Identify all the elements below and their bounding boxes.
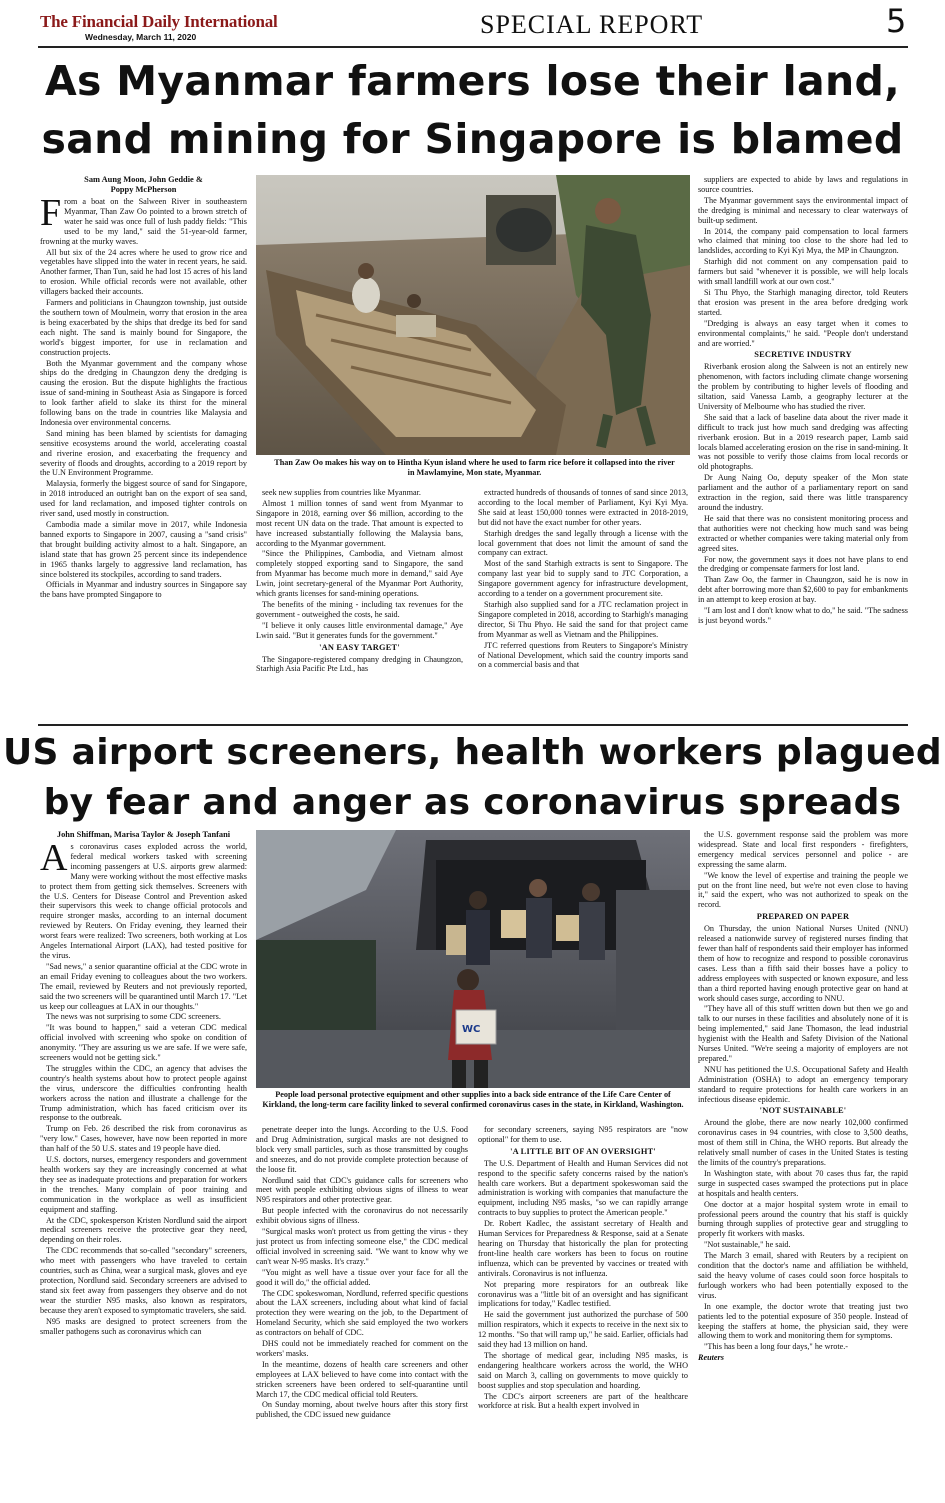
paragraph: On Sunday morning, about twelve hours after this story first published, the CDC issued new guidance <box>256 1400 468 1420</box>
paragraph: Sand mining has been blamed by scientists for damaging sensitive ecosystems around the world, accelerating coastal and riverine erosion, and exacerbating the frequency and severity of floods and droughts, according to a 2019 report by the U.N Environment Programme. <box>40 428 247 478</box>
story2-caption: People load personal protective equipment and other supplies into a back side entrance of the Life Care Center of Kirkland, the long-term care facility linked to several confirmed coronavirus cases in the state, in Kirkland, Washington. <box>262 1090 684 1109</box>
paragraph: In the meantime, dozens of health care screeners and other employees at LAX believed to have come into contact with the stricken screeners have been ordered to self-quarantine until March 17, the CDC medical official told Reuters. <box>256 1359 468 1399</box>
paragraph: Nordlund said that CDC's guidance calls for screeners who meet with people exhibiting obvious signs of illness to wear N95 respirators and other protective gear. <box>256 1175 468 1205</box>
paragraph: "I believe it only causes little environmental damage," Aye Lwin said. "But it generates funds for the government." <box>256 620 463 640</box>
paragraph: "It was bound to happen," said a veteran CDC medical official involved with screening who spoke on condition of anonymity. "They are assuring us we are safe. If we were safe, screeners would not be getting sick." <box>40 1023 247 1063</box>
paragraph: In 2014, the company paid compensation to local farmers who claimed that mining too close to the shore had led to landslides, according to Kyi Kyi Mya, the MP in Chaungzon. <box>698 226 908 256</box>
story1-column-4 <box>698 175 908 720</box>
paragraph: "Not sustainable," he said. <box>704 1240 791 1250</box>
story2-photo <box>256 830 690 1088</box>
paragraph: JTC referred questions from Reuters to Singapore's Ministry of National Development, which said the country imports sand on a commercial basis and that <box>478 640 688 670</box>
paragraph: The CDC's airport screeners are part of the healthcare workforce at risk. But a health expert involved in <box>478 1391 688 1411</box>
paragraph: The March 3 email, shared with Reuters by a recipient on condition that the doctor's name and affiliation be withheld, said the heavy volume of cases could soon force hospitals to furlough workers who had been potentially exposed to the virus. <box>698 1251 908 1300</box>
story1-subhead-secretive: SECRETIVE INDUSTRY <box>754 350 852 360</box>
paragraph: The CDC recommends that so-called "secondary" screeners, who meet with passengers who have traveled to certain countries, such as China, wear a surgical mask, gloves and eye protection, Nordlund said. Secondary screeners are advised to stand six feet away from passengers they observe and do not wear the sturdier N95 masks, also known as respirators, because they aren't exposed to symptomatic travelers, she said. <box>40 1246 247 1315</box>
story1-column-1 <box>40 175 247 715</box>
story2-column-1 <box>40 830 247 1498</box>
paragraph: the U.S. government response said the problem was more widespread. State and local first responders - firefighters, emergency medical services personnel and police - are expressing the same alarm. <box>698 830 908 869</box>
paragraph: Malaysia, formerly the biggest source of sand for Singapore, in 2018 introduced an outright ban on the export of sea sand, used for land reclamation, and imposed tighter controls on river sand, used mostly in construction. <box>40 479 247 519</box>
story1-headline-line2: sand mining for Singapore is blamed <box>41 115 904 163</box>
paragraph: suppliers are expected to abide by laws and regulations in source countries. <box>698 175 908 194</box>
story2-subhead-prepared: PREPARED ON PAPER <box>756 912 850 922</box>
paper-name: The Financial Daily International <box>40 12 278 31</box>
paragraph: "This has been a long four days," he wrote.- <box>704 1342 849 1352</box>
paragraph: Around the globe, there are now nearly 102,000 confirmed coronavirus cases in 94 countries, with close to 3,500 deaths, most of them still in China, the WHO reports. But already the relatively small number of cases in the United States is testing the limits of the country's preparations. <box>698 1118 908 1167</box>
story2-headline-line1: US airport screeners, health workers plagued <box>3 732 942 773</box>
story1-headline <box>0 52 945 168</box>
issue-date: Wednesday, March 11, 2020 <box>85 32 197 42</box>
paragraph: Almost 1 million tonnes of sand went from Myanmar to Singapore in 2018, earning over $6 million, according to the most recent UN data on the trade. That amount is expected to have increased substantially following the Malaysia bans, according to the Myanmar government. <box>256 498 463 548</box>
story2-headline <box>0 728 945 828</box>
paragraph: rom a boat on the Salween River in southeastern Myanmar, Than Zaw Oo pointed to a brown stretch of water he said was once full of lush paddy fields: "This used to be my land," said the 51-year-old farmer, frowning at the murky waves. <box>40 197 247 246</box>
story1-headline-line1: As Myanmar farmers lose their land, <box>44 57 900 105</box>
paragraph: "We know the level of expertise and training the people we put on the front line need, but we're not even close to having it," said the expert, who was not authorized to speak on the record. <box>698 870 908 910</box>
page-number: 5 <box>886 2 907 40</box>
paragraph: N95 masks are designed to protect screeners from the smaller pathogens such as coronavirus which can <box>40 1316 247 1336</box>
paragraph: In one example, the doctor wrote that treating just two patients led to the potential exposure of 350 people. Instead of keeping the staffers at home, the physician said, they were allowing them to work and monitoring them for symptoms. <box>698 1301 908 1341</box>
paragraph: "Dredging is always an easy target when it comes to environmental complaints," he said. "People don't understand and are worried." <box>698 318 908 348</box>
paragraph: extracted hundreds of thousands of tonnes of sand since 2013, according to the local member of Parliament, Kyi Kyi Mya. She said at least 150,000 tonnes were extracted in 2018-2019, but did not have the exact number for other years. <box>478 488 688 527</box>
masthead-rule <box>38 46 908 48</box>
paragraph: Cambodia made a similar move in 2017, while Indonesia banned exports to Singapore in 2007, causing a "sand crisis" that brought building activity almost to a halt. Singapore, an island state that has grown 25 percent since its independence in 1965 thanks largely to aggressive land reclamation, has since bolstered its stockpiles, according to sand traders. <box>40 520 247 579</box>
paragraph: s coronavirus cases exploded across the world, federal medical workers tasked with screening incoming passengers at U.S. airports grew alarmed: Many were working without the most effective masks to protect them from getting sick themselves. Screeners with the U.S. Centers for Disease Control and Prevention asked their supervisors this week to change official protocols and require stronger masks, according to an internal document reviewed by Reuters. On Friday evening, they learned their worst fears were realized: Two screeners, both working at Los Angeles International Airport (LAX), had tested positive for the virus. <box>40 842 247 960</box>
paragraph: Farmers and politicians in Chaungzon township, just outside the southern town of Moulmein, worry that erosion in the area is being exacerbated by the ships that dredge its bed for sand each night. The sand is mainly bound for Singapore, the world's biggest importer, for use in reclamation and construction projects. <box>40 298 247 357</box>
story1-subhead-easy-target: 'AN EASY TARGET' <box>319 642 400 652</box>
paragraph: Dr. Robert Kadlec, the assistant secretary of Health and Human Services for Preparedness & Response, said at a Senate hearing on Thursday that historically the plan for protecting front-line health care workers has been to focus on routine influenza, which can be prevented by vaccines or treated with antivirals. Coronavirus is not influenza. <box>478 1219 688 1278</box>
paragraph: Not preparing more respirators for an outbreak like coronavirus was a "little bit of an oversight and has significant implications for today," Kadlec testified. <box>478 1279 688 1309</box>
paragraph: seek new supplies from countries like Myanmar. <box>262 488 421 497</box>
paragraph: U.S. doctors, nurses, emergency responders and government health workers say they are increasingly concerned at what they see as inadequate protections and preparation for workers in the trenches. Many complain of poor training and communication in the workplace as well as insufficient equipment and staffing. <box>40 1155 247 1214</box>
paragraph: "They have all of this stuff written down but then we go and talk to our nurses in these facilities and absolutely none of it is being implemented," said Jane Thomason, the lead industrial hygienist with the Health and Safety Division of the National Nurses United. "We're seeing a majority of employers are not prepared." <box>698 1004 908 1063</box>
story1-caption: Than Zaw Oo makes his way on to Hintha Kyun island where he used to farm rice before it collapsed into the river in Mawlamyine, Mon state, Myanmar. <box>274 458 675 477</box>
paragraph: The shortage of medical gear, including N95 masks, is endangering healthcare workers across the world, the WHO said on March 3, calling on governments to move quickly to boost supplies and stop speculation and hoarding. <box>478 1350 688 1390</box>
section-title: SPECIAL REPORT <box>480 10 704 39</box>
paragraph: NNU has petitioned the U.S. Occupational Safety and Health Administration (OSHA) to adopt an emergency temporary standard to require protections for health care workers in an infectious disease epidemic. <box>698 1064 908 1104</box>
paragraph: All but six of the 24 acres where he used to grow rice and vegetables have slipped into the water in recent years, he said. Another farmer, Than Tun, said he had lost 15 acres of his land to erosion. While official records were not available, other villagers backed their accounts. <box>40 247 247 297</box>
paragraph: The benefits of the mining - including tax revenues for the government - outweighed the costs, he said. <box>256 599 463 619</box>
paragraph: penetrate deeper into the lungs. According to the U.S. Food and Drug Administration, surgical masks are not designed to block very small particles, such as those transmitted by coughs and sneezes, and do not provide complete protection because of the loose fit. <box>256 1125 468 1174</box>
paragraph: At the CDC, spokesperson Kristen Nordlund said the airport medical screeners receive the protective gear they need, depending on their roles. <box>40 1215 247 1245</box>
paragraph: "Sad news," a senior quarantine official at the CDC wrote in an email Friday evening to colleagues about the two workers. The email, reviewed by Reuters and not previously reported, said the two screeners will be quarantined until March 17. "Let us keep our colleagues at LAX in our thoughts." <box>40 961 247 1011</box>
paragraph: One doctor at a major hospital system wrote in email to professional peers around the country that his staff is quickly burning through supplies of protective gear and struggling to properly fit workers with masks. <box>698 1199 908 1239</box>
story2-subhead-oversight: 'A LITTLE BIT OF AN OVERSIGHT' <box>510 1146 656 1156</box>
story1-column-3 <box>478 488 688 716</box>
story1-photo <box>256 175 690 455</box>
paragraph: The CDC spokeswoman, Nordlund, referred specific questions about the LAX screeners, including about what kind of facial protection they were wearing on the job, to the Department of Homeland Security, which she said employed the two workers as contractors on behalf of CDC. <box>256 1288 468 1338</box>
story2-column-2 <box>256 1125 468 1499</box>
paragraph: Most of the sand Starhigh extracts is sent to Singapore. The company last year bid to supply sand to JTC Corporation, a Singapore government agency for infrastructure development, according to a tender on a government procurement site. <box>478 559 688 599</box>
paragraph: for secondary screeners, saying N95 respirators are "now optional" for them to use. <box>478 1125 688 1144</box>
paragraph: Si Thu Phyo, the Starhigh managing director, told Reuters that erosion was present in the area before dredging work started. <box>698 287 908 317</box>
paragraph: On Thursday, the union National Nurses United (NNU) released a nationwide survey of registered nurses finding that fewer than half of respondents said their employer has informed them of how to recognize and respond to possible coronavirus cases. Less than a fifth said their bosses have a policy to address employees with suspected or known exposure, and less than a third reported having enough protective gear on hand at work should cases surge, according to NNU. <box>698 924 908 1003</box>
story2-drop-cap: A <box>40 837 68 879</box>
paragraph: Starhigh did not comment on any compensation paid to farmers but said "whenever it is possible, we will help locals with small landfill work at our own cost." <box>698 257 908 287</box>
paragraph: The news was not surprising to some CDC screeners. <box>46 1012 221 1022</box>
story1-column-2 <box>256 488 463 716</box>
paragraph: But people infected with the coronavirus do not necessarily exhibit obvious signs of illness. <box>256 1206 468 1226</box>
paragraph: DHS could not be immediately reached for comment on the workers' masks. <box>256 1339 468 1358</box>
story2-column-4 <box>698 830 908 1498</box>
paragraph: "Since the Philippines, Cambodia, and Vietnam almost completely stopped exporting sand to Singapore, the sand from Myanmar has become much more in demand," said Aye Lwin, joint secretary-general of the Myanmar Port Authority, which grants licenses for sand-mining operations. <box>256 549 463 599</box>
paragraph: Than Zaw Oo, the farmer in Chaungzon, said he is now in debt after borrowing more than $2,600 to pay for embankments in an attempt to keep erosion at bay. <box>698 575 908 605</box>
story2-byline: John Shiffman, Marisa Taylor & Joseph Tanfani <box>56 830 231 839</box>
paragraph: Both the Myanmar government and the company whose ships do the dredging in Chaungzon deny the dredging is causing the erosion. But the dispute highlights the fractious issue of sand-mining in Southeast Asia as Singapore is forced to look farther afield to slake its thirst for the mineral following bans on the trade in countries like Malaysia and Indonesia over environmental concerns. <box>40 358 247 427</box>
paragraph: The Singapore-registered company dredging in Chaungzon, Starhigh Asia Pacific Pte Ltd., has <box>256 654 463 674</box>
paragraph: Dr Aung Naing Oo, deputy speaker of the Mon state parliament and the author of a parliamentary report on sand extraction in the region, said there was little transparency around the industry. <box>698 473 908 512</box>
paragraph: Trump on Feb. 26 described the risk from coronavirus as "very low." Cases, however, have now been reported in more than half of the 50 U.S. states and 19 people have died. <box>40 1124 247 1154</box>
paragraph: "You might as well have a tissue over your face for all the good it will do," the official added. <box>256 1267 468 1287</box>
story-divider <box>38 724 908 726</box>
paragraph: "Surgical masks won't protect us from getting the virus - they just protect us from infecting someone else," the CDC medical official involved in screening said. "We want to know why we can't wear N-95 masks. It's crazy." <box>256 1227 468 1266</box>
paragraph: For now, the government says it does not have plans to end the dredging or compensate farmers for lost land. <box>698 554 908 574</box>
paragraph: In Washington state, with about 70 cases thus far, the rapid surge in suspected cases swamped the protections put in place at hospitals and health centers. <box>698 1168 908 1198</box>
story2-subhead-not-sustainable: 'NOT SUSTAINABLE' <box>759 1106 847 1116</box>
story1-byline: Sam Aung Moon, John Geddie & Poppy McPherson <box>84 175 203 194</box>
paragraph: The U.S. Department of Health and Human Services did not respond to the specific safety concerns raised by the nation's health care workers. But a department spokeswoman said the administration is working with companies that manufacture the equipment, including N95 masks, "so we can rapidly arrange contracts to buy supplies to protect the American people." <box>478 1158 688 1218</box>
paragraph: "I am lost and I don't know what to do," he said. "The sadness is just beyond words." <box>698 606 908 625</box>
story2-credit: Reuters <box>698 1353 724 1363</box>
paragraph: The struggles within the CDC, an agency that advises the country's health systems about how to protect people against the virus, underscore the difficulties confronting health workers across the nation and illustrate a challenge for the Trump administration, which has faced criticism over its response to the outbreak. <box>40 1063 247 1123</box>
paragraph: He said that there was no consistent monitoring process and that authorities were not checking how much sand was being extracted or whether companies were taking material only from agreed sites. <box>698 513 908 553</box>
paragraph: Riverbank erosion along the Salween is not an entirely new phenomenon, with factors including climate change worsening the problem by contributing to higher levels of flooding and siltation, said Vanessa Lamb, a geography lecturer at the University of Melbourne who has studied the river. <box>698 362 908 411</box>
masthead <box>0 0 945 50</box>
paragraph: Officials in Myanmar and industry sources in Singapore say the bans have prompted Singapore to <box>40 580 247 600</box>
paragraph: Starhigh also supplied sand for a JTC reclamation project in Singapore completed in 2018, according to Starhigh's managing director, Si Thu Phyo. He said the sand for that project came from Myanmar as well as Vietnam and the Philippines. <box>478 599 688 639</box>
story2-headline-line2: by fear and anger as coronavirus spreads <box>43 782 902 823</box>
paragraph: Starhigh dredges the sand legally through a license with the local government that does not limit the amount of sand the company can extract. <box>478 528 688 558</box>
paragraph: She said that a lack of baseline data about the river made it difficult to track just how much sand dredging was affecting riverbank erosion. But in a 2019 research paper, Lamb said locals blamed accelerating erosion on the rise in sand-mining. It was not possible to verify those claims from local records or old photographs. <box>698 412 908 472</box>
paragraph: The Myanmar government says the environmental impact of the dredging is minimal and necessary to clear waterways of built-up sediment. <box>698 195 908 225</box>
story1-drop-cap: F <box>40 192 62 234</box>
paragraph: He said the government just authorized the purchase of 500 million respirators, which it expects to receive in the next six to 12 months. "So that will ramp up," he said. Earlier, officials had said they had 13 million on hand. <box>478 1310 688 1350</box>
box-label: WC <box>462 1024 481 1035</box>
story2-column-3 <box>478 1125 688 1499</box>
